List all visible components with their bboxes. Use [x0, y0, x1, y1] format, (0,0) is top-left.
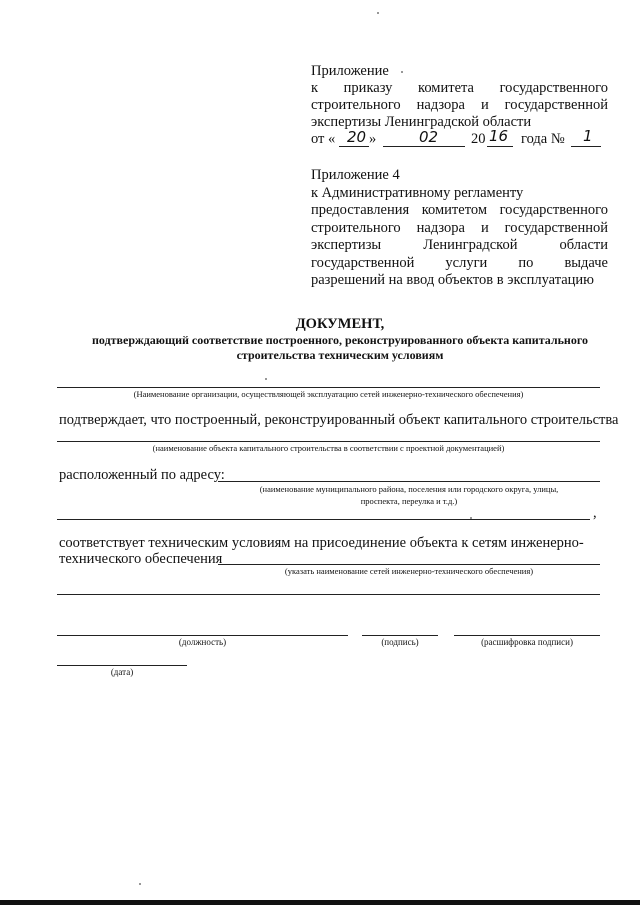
regulation-line: к Административному регламенту — [311, 184, 524, 201]
title-sub-1: подтверждающий соответствие построенного, реконструированного объекта капитального — [92, 333, 588, 347]
address-caption-2: проспекта, переулка и т.д.) — [360, 496, 458, 506]
organization-field[interactable] — [57, 387, 600, 388]
appendix-4-label: Приложение 4 — [311, 167, 400, 183]
scan-speck — [139, 883, 141, 885]
signature-caption: (подпись) — [381, 637, 419, 647]
appendix-4-header: Приложение 4 к Административному регламенту предоставления комитетом государственного строительного надзора и государственной экспертизы Ленинградской области государственной услуги по выдаче разрешений на ввод объектов в эксплуатацию — [311, 167, 608, 288]
order-line: к приказу комитета государственного — [311, 80, 609, 96]
networks-caption: (указать наименование сетей инженерно-технического обеспечения) — [284, 566, 534, 576]
address-comma: , — [593, 505, 597, 521]
document-title — [40, 316, 640, 363]
position-field[interactable] — [57, 635, 348, 636]
handwritten-number: 1 — [583, 127, 593, 145]
address-field[interactable] — [218, 481, 600, 482]
date-caption: (дата) — [110, 667, 134, 677]
conforms-text-1: соответствует техническим условиям на присоединение объекта к сетям инженерно- — [59, 535, 584, 551]
position-caption: (должность) — [178, 637, 227, 647]
scan-speck — [377, 12, 379, 14]
address-caption-1: (наименование муниципального района, поселения или городского округа, улицы, — [259, 484, 559, 494]
object-name-caption: (наименование объекта капитального строительства в соответствии с проектной документацией) — [152, 443, 505, 453]
signature-decoding-caption: (расшифровка подписи) — [481, 637, 573, 647]
scan-speck — [401, 71, 403, 73]
appendix-header — [311, 63, 608, 131]
committee-line: строительного надзора и государственной — [311, 97, 608, 113]
date-field[interactable] — [57, 665, 187, 666]
scan-speck — [470, 517, 472, 519]
scan-speck — [265, 378, 267, 380]
handwritten-year: 16 — [489, 127, 509, 145]
appendix-label: Приложение — [311, 63, 389, 79]
handwritten-month: 02 — [419, 128, 439, 146]
scan-bottom-edge — [0, 900, 640, 905]
object-name-field[interactable] — [57, 441, 600, 442]
confirms-text: подтверждает, что построенный, реконструированный объект капитального строительства — [59, 412, 619, 428]
signature-decoding-field[interactable] — [454, 635, 600, 636]
networks-field-continued[interactable] — [57, 594, 600, 595]
networks-field[interactable] — [218, 564, 600, 565]
signature-field[interactable] — [362, 635, 438, 636]
organization-caption: (Наименование организации, осуществляющей эксплуатацию сетей инженерно-технического обеспечения) — [133, 389, 524, 399]
title-main: ДОКУМЕНТ, — [295, 316, 385, 332]
order-date-line: от « 20 » 02 20 16 года № 1 — [311, 131, 608, 151]
title-sub-2: строительства техническим условиям — [236, 348, 444, 362]
address-label: расположенный по адресу: — [59, 467, 225, 483]
conforms-text-2: технического обеспечения — [59, 551, 223, 567]
address-field-continued[interactable] — [57, 519, 590, 520]
region-line: экспертизы Ленинградской области — [311, 114, 532, 130]
handwritten-day: 20 — [347, 128, 367, 146]
